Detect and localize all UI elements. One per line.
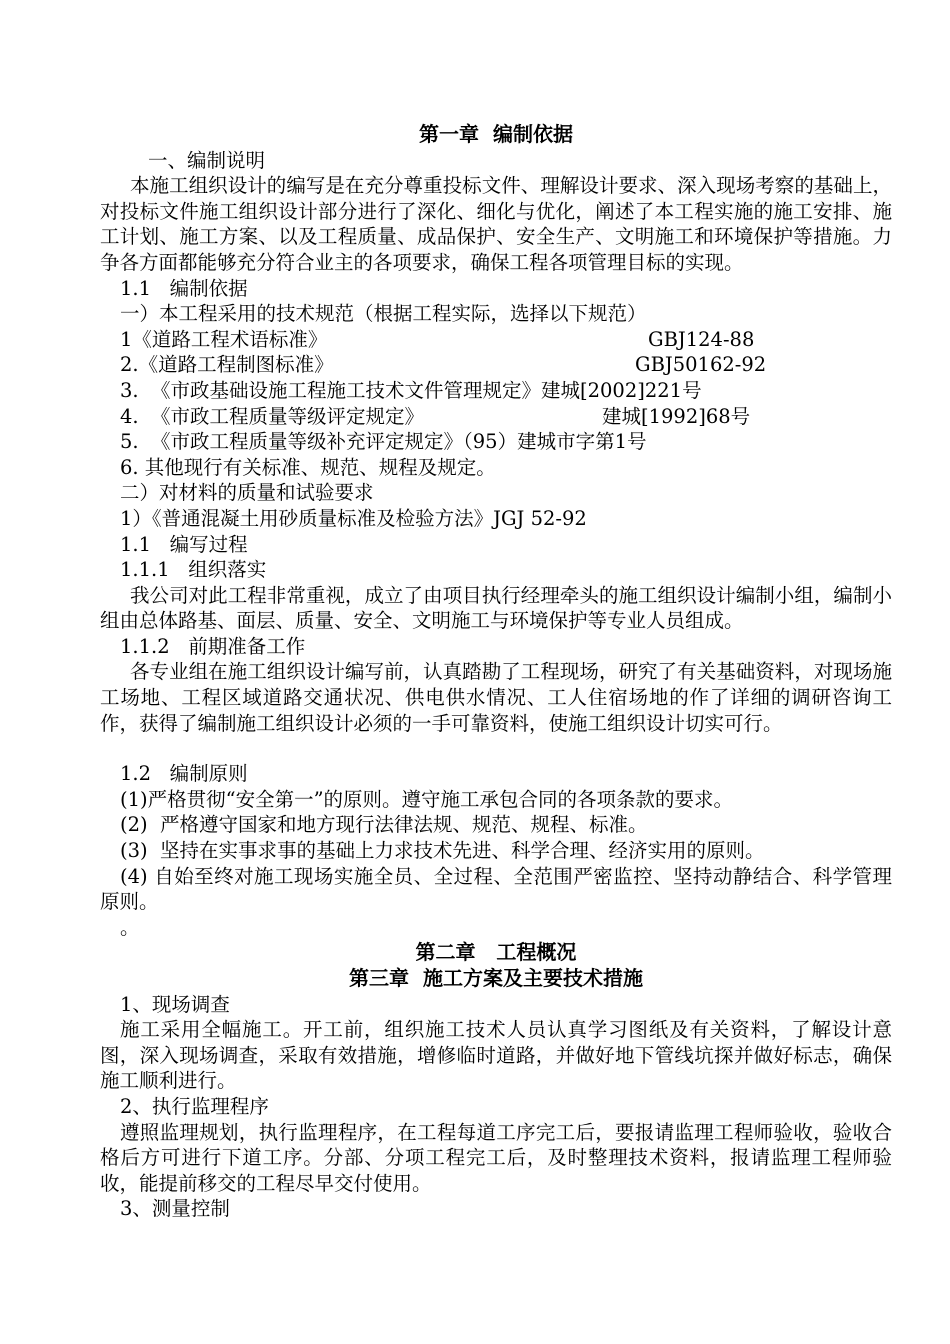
paragraph-supervision: 遵照监理规划，执行监理程序，在工程每道工序完工后，要报请监理工程师验收，验收合格后方可进行下道工序。分部、分项工程完工后，及时整理技术资料，报请监理工程师验收，能提前移交的工程尽早交付使用。 [100,1120,892,1195]
section-heading-preparation: 1.1.2 前期准备工作 [120,634,306,658]
principles-list [100,787,892,915]
standard-item: 1《道路工程术语标准》 GBJ124-88 [120,327,755,351]
section-heading-materials: 二）对材料的质量和试验要求 [120,481,374,505]
section-heading-organization: 1.1.1 组织落实 [120,558,267,582]
paragraph-preparation: 各专业组在施工组织设计编写前，认真踏勘了工程现场，研究了有关基础资料，对现场施工场地、工程区域道路交通状况、供电供水情况、工人住宿场地的作了详细的调研咨询工作，获得了编制施工组织设计必须的一手可靠资料，使施工组织设计切实可行。 [100,660,892,735]
stray-punctuation: 。 [120,915,140,939]
standard-item: 4. 《市政工程质量等级评定规定》 建城[1992]68号 [120,404,751,428]
paragraph-compilation-notes: 本施工组织设计的编写是在充分尊重投标文件、理解设计要求、深入现场考察的基础上，对投标文件施工组织设计部分进行了深化、细化与优化，阐述了本工程实施的施工安排、施工计划、施工方案、以及工程质量、成品保护、安全生产、文明施工和环境保护等措施。力争各方面都能够充分符合业主的各项要求，确保工程各项管理目标的实现。 [100,174,892,274]
chapter-3-title: 第三章 施工方案及主要技术措施 [349,966,643,990]
section-heading-survey-control: 3、测量控制 [120,1197,230,1221]
standard-item: 2.《道路工程制图标准》 GBJ50162-92 [120,353,767,377]
section-heading-process: 1.1 编写过程 [120,532,248,556]
materials-item: 1）《普通混凝土用砂质量标准及检验方法》JGJ 52-92 [120,506,587,530]
principle-item: (3) 坚持在实事求事的基础上力求技术先进、科学合理、经济实用的原则。 [120,839,765,863]
chapter-1-title: 第一章 编制依据 [419,122,573,146]
standard-item: 5. 《市政工程质量等级补充评定规定》（95）建城市字第1号 [120,430,647,454]
principle-item: (2) 严格遵守国家和地方现行法律法规、规范、规程、标准。 [120,813,648,837]
section-heading-standards: 一）本工程采用的技术规范（根据工程实际，选择以下规范） [120,302,647,326]
section-heading-basis: 1.1 编制依据 [120,276,248,300]
section-heading-compilation-notes: 一、编制说明 [148,148,266,172]
paragraph-organization: 我公司对此工程非常重视，成立了由项目执行经理牵头的施工组织设计编制小组，编制小组由总体路基、面层、质量、安全、文明施工与环境保护等专业人员组成。 [100,583,892,633]
section-heading-supervision: 2、执行监理程序 [120,1094,269,1118]
standard-item: 6. 其他现行有关标准、规范、规程及规定。 [120,455,496,479]
standard-item: 3. 《市政基础设施工程施工技术文件管理规定》建城[2002]221号 [120,378,702,402]
paragraph-site-survey: 施工采用全幅施工。开工前，组织施工技术人员认真学习图纸及有关资料，了解设计意图，深入现场调查，采取有效措施，增修临时道路，并做好地下管线坑探并做好标志，确保施工顺利进行。 [100,1018,892,1093]
principle-item: (4) 自始至终对施工现场实施全员、全过程、全范围严密监控、坚持动静结合、科学管理原则。 [100,864,892,914]
principle-item: (1)严格贯彻“安全第一”的原则。遵守施工承包合同的各项条款的要求。 [120,787,734,811]
standards-list [100,327,892,481]
chapter-2-title: 第二章 工程概况 [415,940,577,965]
document-body [100,118,892,1222]
section-heading-principles: 1.2 编制原则 [120,762,248,786]
blank-line [100,736,892,761]
section-heading-site-survey: 1、现场调查 [120,992,230,1016]
